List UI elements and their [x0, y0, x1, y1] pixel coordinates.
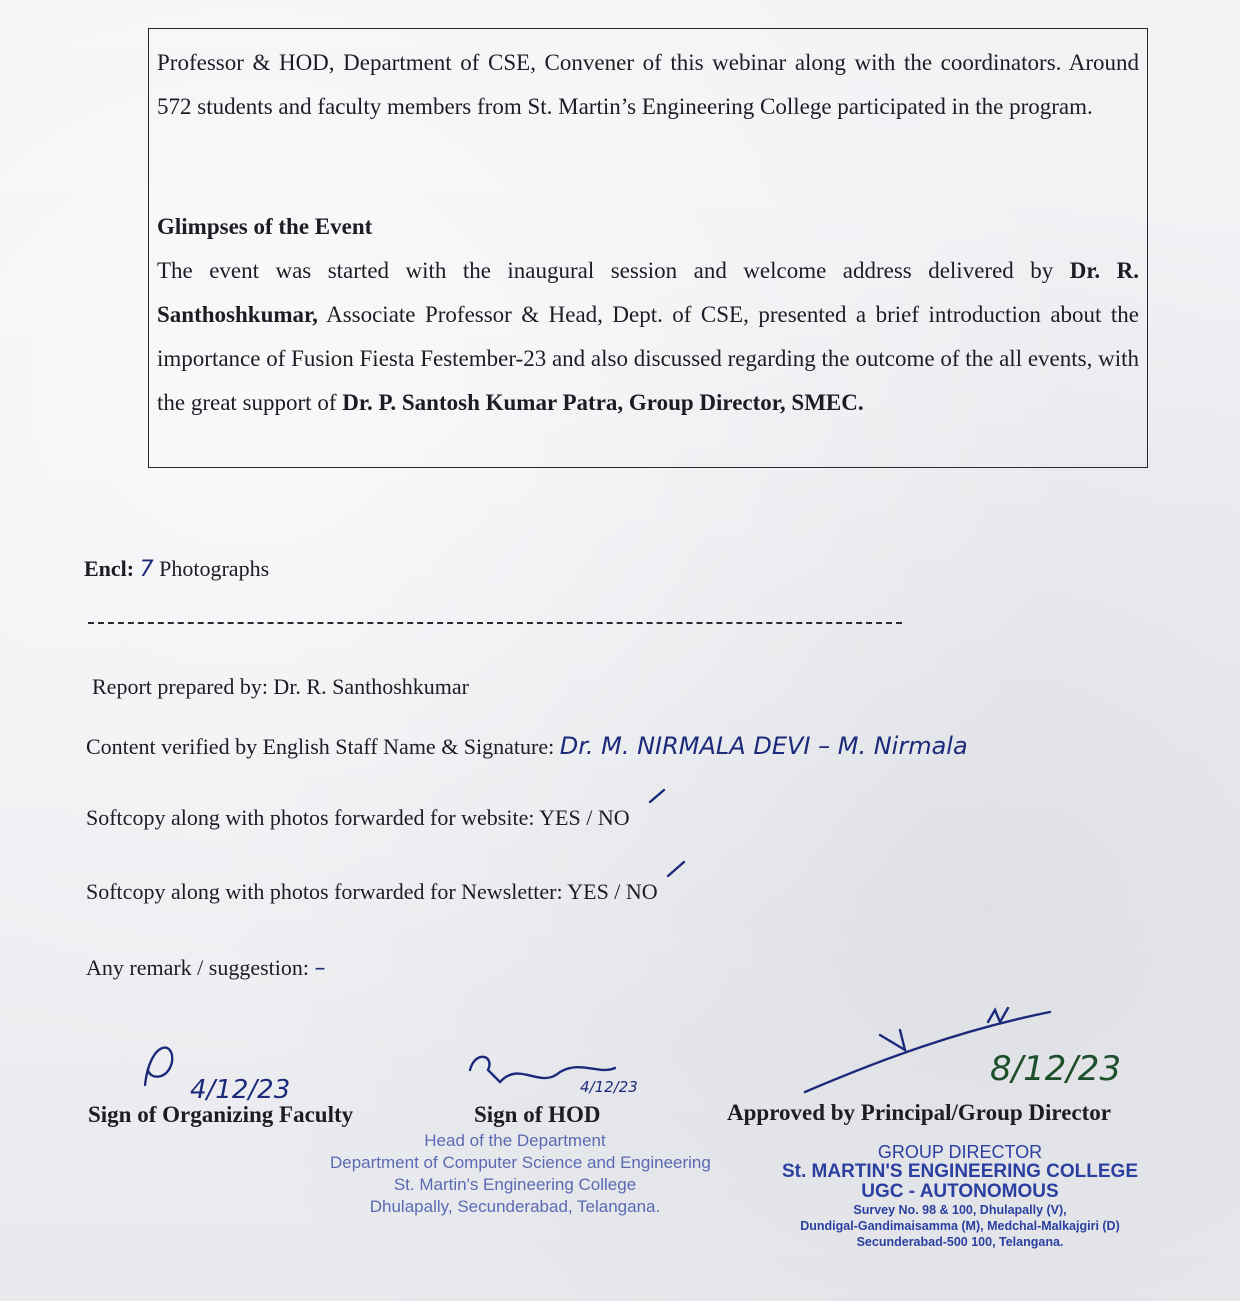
newsletter-tick-mark [668, 862, 684, 876]
hod-stamp [330, 1130, 711, 1218]
intro-paragraph: Professor & HOD, Department of CSE, Convener of this webinar along with the coordinators. Around 572 students and faculty members from St. Martin’s Engineering College participated in the program. [157, 50, 1139, 119]
glimpses-paragraph [157, 205, 1139, 425]
hod-stamp-line1: Head of the Department [424, 1131, 606, 1150]
enclosure-line [84, 556, 269, 582]
remark-label: Any remark / suggestion: [86, 955, 310, 980]
director-stamp-line2: St. MARTIN'S ENGINEERING COLLEGE [781, 1161, 1139, 1182]
director-stamp-line6: Secunderabad-500 100, Telangana. [856, 1235, 1064, 1249]
encl-label: Encl: [84, 556, 135, 581]
softcopy-website-line: Softcopy along with photos forwarded for website: YES / NO [86, 805, 630, 830]
group-director-stamp [780, 1142, 1140, 1250]
website-tick-mark [650, 790, 664, 802]
faculty-signature-label: Sign of Organizing Faculty [88, 1102, 354, 1127]
speaker-name: Dr. R. Santhoshkumar, [157, 258, 1139, 327]
director-stamp-line4: Survey No. 98 & 100, Dhulapally (V), [853, 1203, 1067, 1217]
english-staff-signature: Dr. M. NIRMALA DEVI – M. Nirmala [559, 732, 968, 760]
hod-signature-mark [470, 1057, 615, 1082]
dashed-divider [88, 622, 902, 624]
principal-signature-flourish [988, 1008, 1008, 1022]
principal-date: 8/12/23 [990, 1049, 1122, 1089]
director-stamp-line5: Dundigal-Gandimaisamma (M), Medchal-Malkajgiri (D) [800, 1219, 1120, 1233]
hod-stamp-line3: St. Martin's Engineering College [393, 1175, 637, 1194]
remark-line [86, 955, 326, 981]
remark-value: – [314, 956, 326, 981]
principal-approval-label: Approved by Principal/Group Director [727, 1100, 1111, 1125]
director-stamp-line3: UGC - AUTONOMOUS [861, 1181, 1059, 1202]
para-start: The event was started with the inaugural session and welcome address delivered by [157, 258, 1054, 283]
principal-signature-loop [880, 1030, 905, 1050]
content-verified-line [86, 732, 968, 760]
encl-text: Photographs [159, 556, 270, 581]
patron-name: Dr. P. Santosh Kumar Patra, Group Director, SMEC. [342, 390, 864, 415]
hod-date: 4/12/23 [580, 1078, 638, 1096]
encl-count: 7 [139, 557, 154, 582]
hod-stamp-line4: Dhulapally, Secunderabad, Telangana. [369, 1197, 661, 1216]
content-verified-label: Content verified by English Staff Name & Signature: [86, 734, 555, 759]
principal-signature-stroke [805, 1012, 1050, 1092]
hod-stamp-line2: Department of Computer Science and Engineering [330, 1153, 711, 1172]
faculty-signature-mark [145, 1048, 172, 1085]
softcopy-newsletter-line: Softcopy along with photos forwarded for Newsletter: YES / NO [86, 879, 658, 904]
glimpses-heading: Glimpses of the Event [157, 214, 373, 239]
para-mid: Associate Professor & Head, Dept. of CSE, presented a brief introduction about the importance of Fusion Fiesta Festember-23 and also discussed regarding the outcome of the all events, with the great support of [157, 302, 1140, 415]
report-prepared-line: Report prepared by: Dr. R. Santhoshkumar [92, 674, 469, 699]
faculty-date: 4/12/23 [190, 1075, 291, 1105]
director-stamp-line1: GROUP DIRECTOR [877, 1142, 1043, 1162]
hod-signature-label: Sign of HOD [474, 1102, 601, 1127]
report-text-box [148, 28, 1148, 468]
